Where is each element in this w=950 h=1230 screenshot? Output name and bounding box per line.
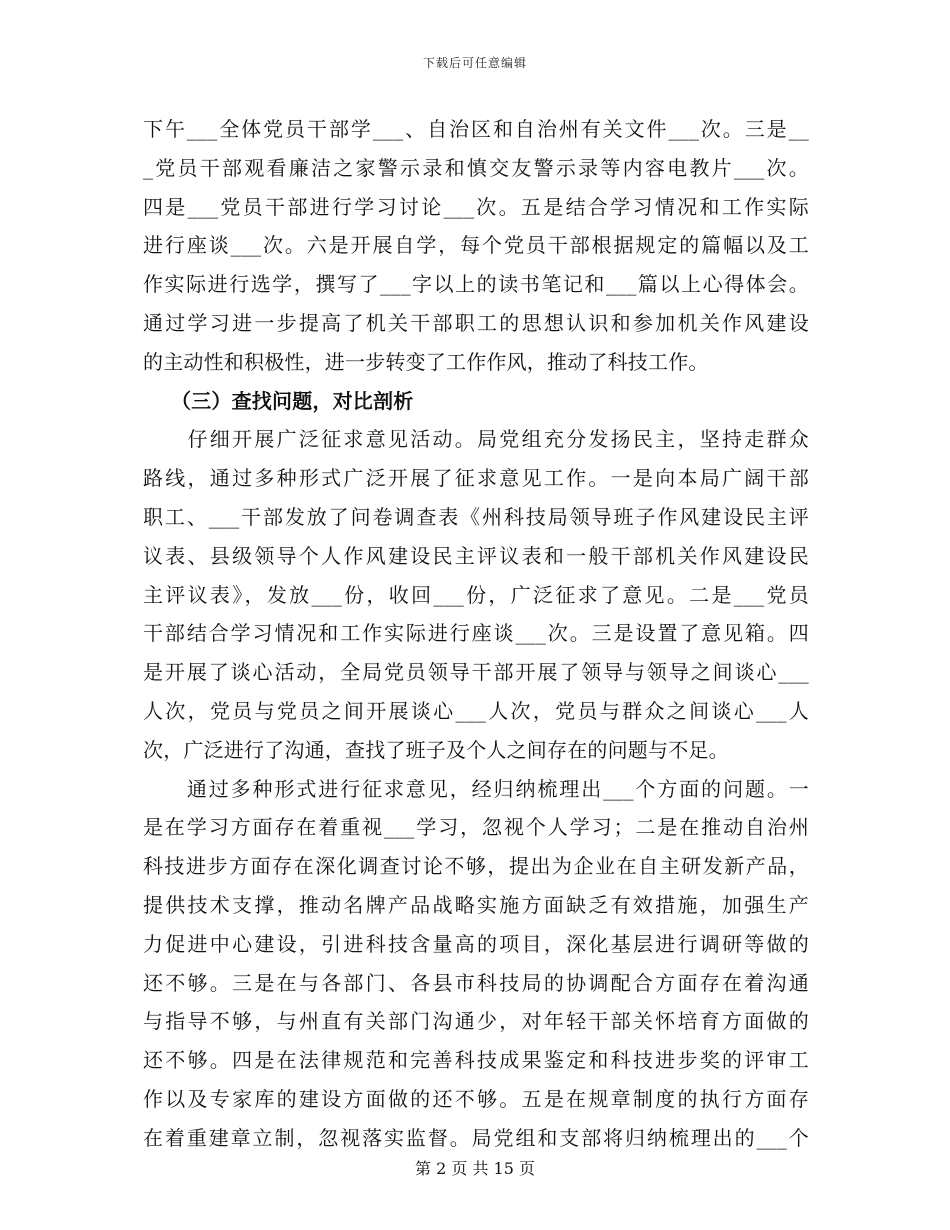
text-line: 还不够。三是在与各部门、各县市科技局的协调配合方面存在着沟通 (143, 970, 809, 995)
text-line: 干部结合学习情况和工作实际进行座谈___次。三是设置了意见箱。四 (143, 621, 809, 646)
text-line: 议表、县级领导个人作风建设民主评议表和一般干部机关作风建设民 (143, 543, 809, 568)
text-line: 是在学习方面存在着重视___学习，忽视个人学习；二是在推动自治州 (143, 815, 809, 840)
text-line: 科技进步方面存在深化调查讨论不够，提出为企业在自主研发新产品， (143, 854, 809, 879)
text-line: 与指导不够，与州直有关部门沟通少，对年轻干部关怀培育方面做的 (143, 1009, 809, 1034)
text-line: 还不够。四是在法律规范和完善科技成果鉴定和科技进步奖的评审工 (143, 1048, 809, 1073)
page-number-footer: 第 2 页 共 15 页 (415, 1159, 535, 1178)
document-body (143, 110, 809, 1158)
text-line: 通过多种形式进行征求意见，经归纳梳理出___个方面的问题。一 (143, 776, 809, 801)
text-line: 职工、___干部发放了问卷调查表《州科技局领导班子作风建设民主评 (143, 504, 809, 529)
section-heading: （三）查找问题，对比剖析 (171, 388, 414, 413)
text-line: 的主动性和积极性，进一步转变了工作作风，推动了科技工作。 (143, 349, 709, 374)
text-line: 人次，党员与党员之间开展谈心___人次，党员与群众之间谈心___人 (143, 698, 809, 723)
text-line: 四是___党员干部进行学习讨论___次。五是结合学习情况和工作实际 (143, 194, 809, 219)
text-line: 在着重建章立制，忽视落实监督。局党组和支部将归纳梳理出的___个 (143, 1125, 809, 1150)
text-line: 作以及专家库的建设方面做的还不够。五是在规章制度的执行方面存 (143, 1086, 809, 1111)
text-line: 进行座谈___次。六是开展自学，每个党员干部根据规定的篇幅以及工 (143, 233, 809, 258)
text-line: 作实际进行选学，撰写了___字以上的读书笔记和___篇以上心得体会。 (143, 272, 809, 297)
text-line: 通过学习进一步提高了机关干部职工的思想认识和参加机关作风建设 (143, 310, 809, 335)
text-line: 仔细开展广泛征求意见活动。局党组充分发扬民主，坚持走群众 (143, 427, 809, 452)
text-line: 路线，通过多种形式广泛开展了征求意见工作。一是向本局广阔干部 (143, 466, 809, 491)
text-line: _党员干部观看廉洁之家警示录和慎交友警示录等内容电教片___次。 (143, 155, 809, 180)
text-line: 提供技术支撑，推动名牌产品战略实施方面缺乏有效措施，加强生产 (143, 892, 809, 917)
text-line: 力促进中心建设，引进科技含量高的项目，深化基层进行调研等做的 (143, 931, 809, 956)
page-header-note: 下载后可任意编辑 (422, 56, 527, 70)
text-line: 主评议表》，发放___份，收回___份，广泛征求了意见。二是___党员 (143, 582, 809, 607)
text-line: 次，广泛进行了沟通，查找了班子及个人之间存在的问题与不足。 (143, 737, 729, 762)
text-line: 是开展了谈心活动，全局党员领导干部开展了领导与领导之间谈心___ (143, 660, 809, 685)
text-line: 下午___全体党员干部学___、自治区和自治州有关文件___次。三是__ (143, 117, 809, 141)
